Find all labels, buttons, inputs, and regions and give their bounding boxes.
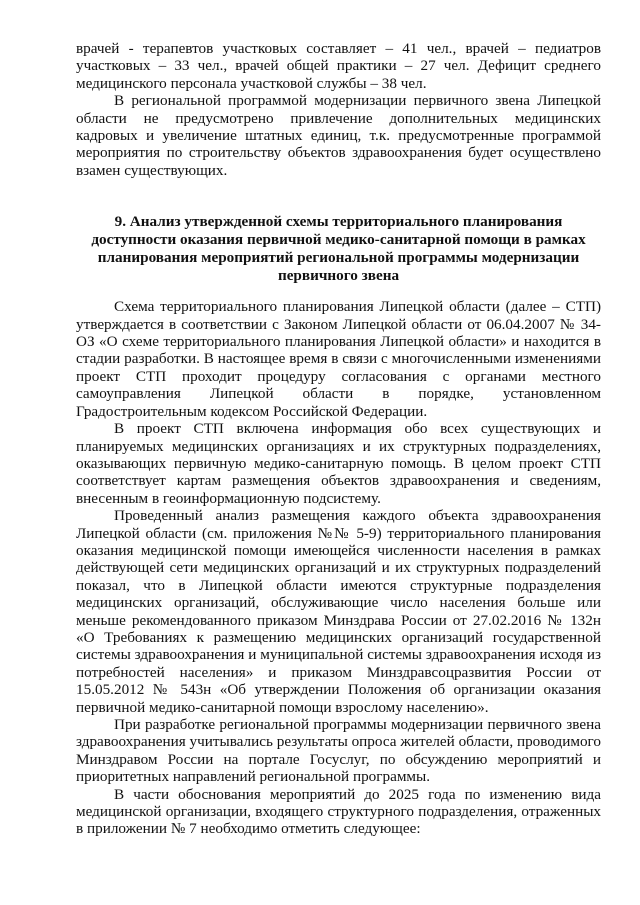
paragraph-survey: При разработке региональной программы модернизации первичного звена здравоохранения учитывались результаты опроса жителей области, проводимого Минздравом России на портале Госуслуг, по обсуждению мероприятий и приоритетных направлений региональной программы. xyxy=(76,716,601,786)
paragraph-stp-scheme: Схема территориального планирования Липецкой области (далее – СТП) утверждается в соответствии с Законом Липецкой области от 06.04.2007 № 34-ОЗ «О схеме территориального планирования Липецкой области» и находится в стадии разработки. В настоящее время в связи с многочисленными изменениями проект СТП проходит процедуру согласования с органами местного самоуправления Липецкой области в порядке, установленном Градостроительным кодексом Российской Федерации. xyxy=(76,298,601,420)
section-heading: 9. Анализ утвержденной схемы территориального планирования доступности оказания первичной медико-санитарной помощи в рамках планирования мероприятий региональной программы модернизации первичного звена xyxy=(91,213,586,285)
paragraph-analysis: Проведенный анализ размещения каждого объекта здравоохранения Липецкой области (см. приложения №№ 5-9) территориального планирования оказания медицинской помощи имеющейся численности населения в рамках действующей сети медицинских организаций и их структурных подразделений показал, что в Липецкой области имеются структурные подразделения медицинских организаций, обслуживающие число населения больше или меньше рекомендованного приказом Минздрава России от 27.02.2016 № 132н «О Требованиях к размещению медицинских организаций государственной системы здравоохранения и муниципальной системы здравоохранения исходя из потребностей населения» и приказом Минздравсоцразвития России от 15.05.2012 № 543н «Об утверждении Положения об организации оказания первичной медико-санитарной помощи взрослому населению». xyxy=(76,507,601,716)
paragraph-staff-shortage: врачей - терапевтов участковых составляет – 41 чел., врачей – педиатров участковых – 33 чел., врачей общей практики – 27 чел. Дефицит среднего медицинского персонала участковой службы – 38 чел. xyxy=(76,40,601,92)
paragraph-stp-contents: В проект СТП включена информация обо всех существующих и планируемых медицинских организациях и их структурных подразделениях, оказывающих первичную медико-санитарную помощь. В целом проект СТП соответствует картам размещения объектов здравоохранения и сведениям, внесенным в геоинформационную подсистему. xyxy=(76,420,601,507)
document-page xyxy=(76,40,601,838)
section-spacer xyxy=(76,179,601,213)
paragraph-no-additional-staff: В региональной программой модернизации первичного звена Липецкой области не предусмотрено привлечение дополнительных медицинских кадровых и увеличение штатных единиц, т.к. предусмотренные программой мероприятия по строительству объектов здравоохранения будет осуществлено взамен существующих. xyxy=(76,92,601,179)
paragraph-justification: В части обоснования мероприятий до 2025 года по изменению вида медицинской организации, входящего структурного подразделения, отраженных в приложении № 7 необходимо отметить следующее: xyxy=(76,785,601,838)
